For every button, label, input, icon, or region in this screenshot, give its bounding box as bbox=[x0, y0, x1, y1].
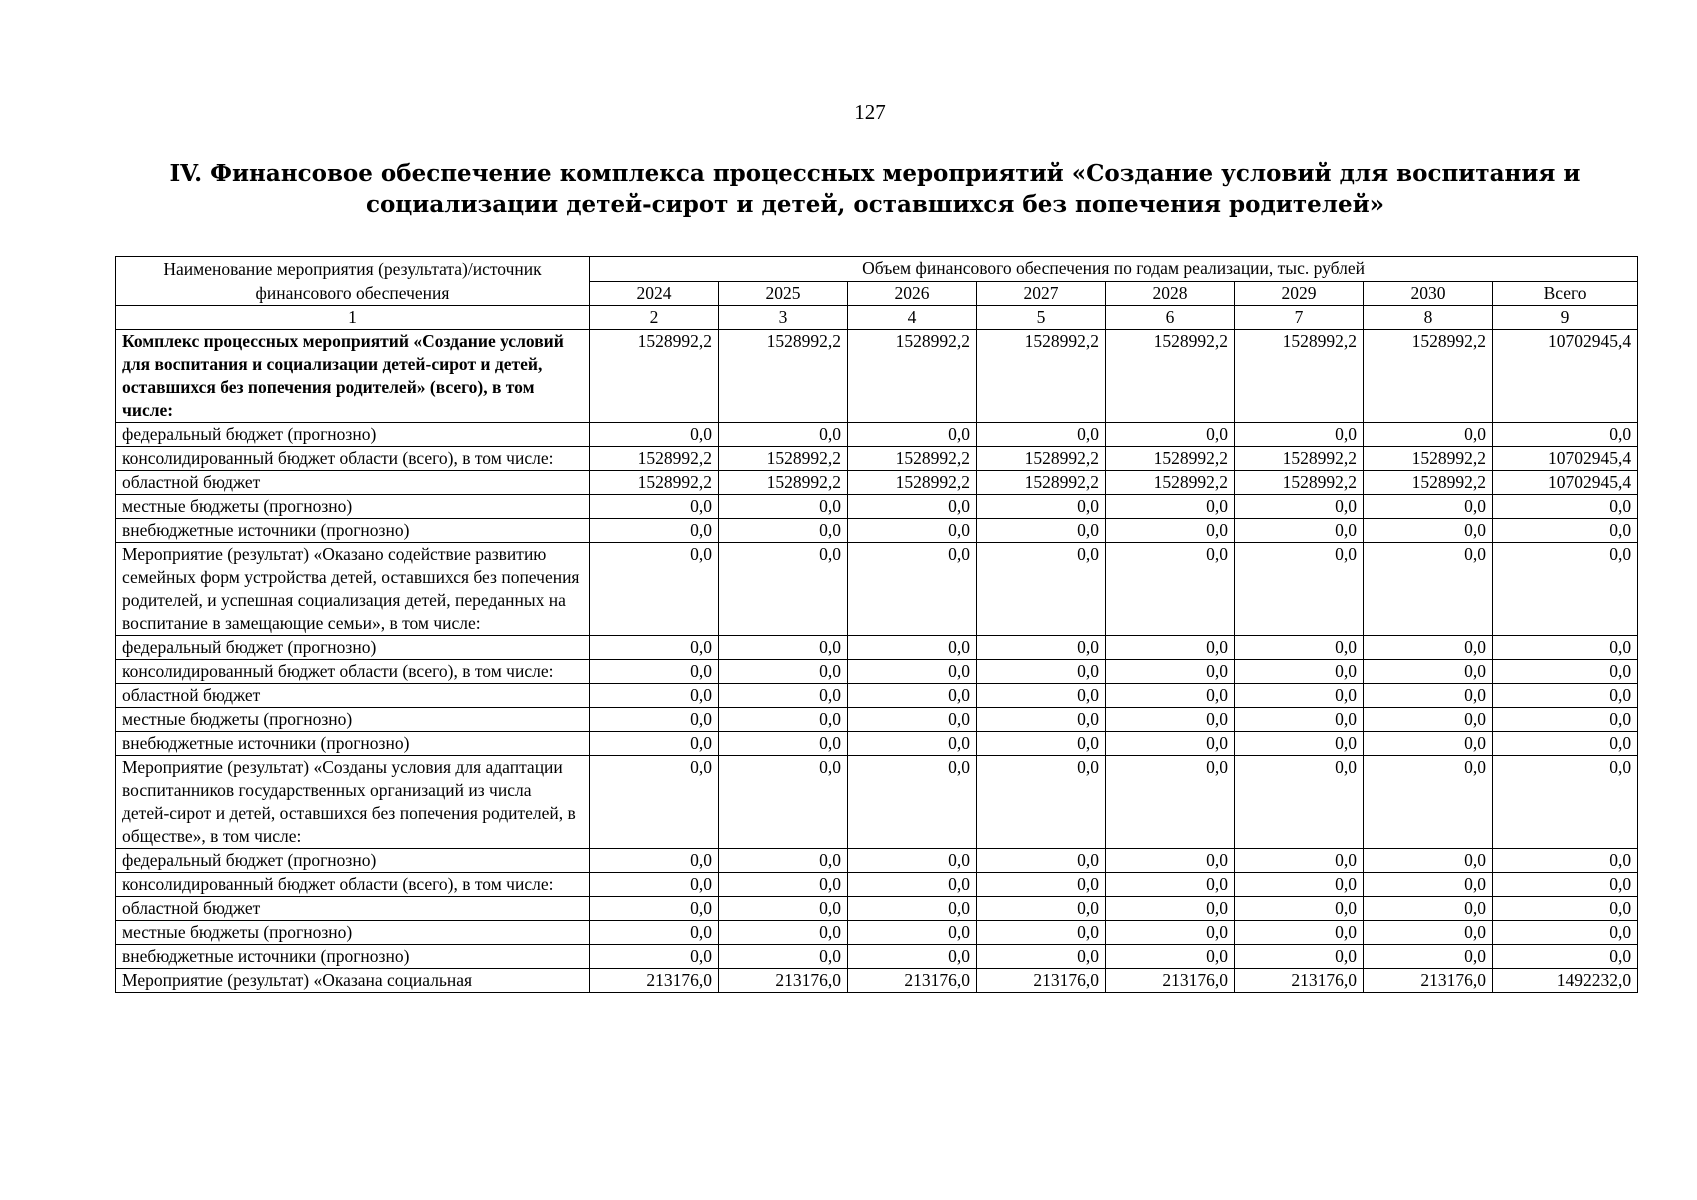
row-year-value: 0,0 bbox=[719, 684, 848, 708]
table-row bbox=[116, 684, 1638, 708]
row-year-value: 0,0 bbox=[719, 756, 848, 849]
row-year-value: 0,0 bbox=[590, 684, 719, 708]
column-number: 4 bbox=[848, 306, 977, 330]
row-year-value: 0,0 bbox=[1364, 873, 1493, 897]
row-year-value: 1528992,2 bbox=[1106, 330, 1235, 423]
header-year: 2024 bbox=[590, 281, 719, 306]
row-year-value: 0,0 bbox=[1235, 684, 1364, 708]
row-year-value: 0,0 bbox=[848, 660, 977, 684]
row-year-value: 0,0 bbox=[1235, 543, 1364, 636]
row-year-value: 0,0 bbox=[977, 756, 1106, 849]
header-year: 2027 bbox=[977, 281, 1106, 306]
row-year-value: 0,0 bbox=[848, 423, 977, 447]
row-year-value: 213176,0 bbox=[1364, 969, 1493, 993]
row-year-value: 0,0 bbox=[1106, 636, 1235, 660]
row-year-value: 0,0 bbox=[1106, 873, 1235, 897]
row-name: Мероприятие (результат) «Созданы условия для адаптации воспитанников государственных организаций из числа детей-сирот и детей, оставшихся без попечения родителей, в обществе», в том числе: bbox=[116, 756, 590, 849]
row-year-value: 0,0 bbox=[1364, 921, 1493, 945]
row-year-value: 0,0 bbox=[590, 495, 719, 519]
row-year-value: 0,0 bbox=[719, 732, 848, 756]
row-year-value: 0,0 bbox=[1235, 423, 1364, 447]
row-year-value: 0,0 bbox=[848, 921, 977, 945]
row-year-value: 0,0 bbox=[719, 921, 848, 945]
table-row bbox=[116, 543, 1638, 636]
row-year-value: 1528992,2 bbox=[719, 447, 848, 471]
row-year-value: 0,0 bbox=[977, 495, 1106, 519]
column-number: 9 bbox=[1493, 306, 1638, 330]
header-year: 2026 bbox=[848, 281, 977, 306]
row-year-value: 0,0 bbox=[1106, 543, 1235, 636]
row-total-value: 0,0 bbox=[1493, 708, 1638, 732]
row-year-value: 213176,0 bbox=[977, 969, 1106, 993]
row-total-value: 10702945,4 bbox=[1493, 447, 1638, 471]
row-year-value: 0,0 bbox=[1106, 732, 1235, 756]
row-year-value: 0,0 bbox=[719, 873, 848, 897]
row-year-value: 1528992,2 bbox=[719, 330, 848, 423]
column-numbers-row bbox=[116, 306, 1638, 330]
row-total-value: 1492232,0 bbox=[1493, 969, 1638, 993]
header-year: 2030 bbox=[1364, 281, 1493, 306]
row-year-value: 0,0 bbox=[1106, 945, 1235, 969]
document-title bbox=[115, 158, 1635, 220]
row-year-value: 0,0 bbox=[1235, 921, 1364, 945]
row-year-value: 0,0 bbox=[719, 636, 848, 660]
row-year-value: 0,0 bbox=[977, 945, 1106, 969]
row-year-value: 0,0 bbox=[590, 897, 719, 921]
table-row bbox=[116, 447, 1638, 471]
row-name: федеральный бюджет (прогнозно) bbox=[116, 423, 590, 447]
row-year-value: 0,0 bbox=[977, 636, 1106, 660]
table-row bbox=[116, 423, 1638, 447]
row-year-value: 0,0 bbox=[1364, 519, 1493, 543]
row-year-value: 0,0 bbox=[1106, 423, 1235, 447]
row-year-value: 1528992,2 bbox=[590, 447, 719, 471]
row-name: местные бюджеты (прогнозно) bbox=[116, 921, 590, 945]
row-year-value: 0,0 bbox=[848, 849, 977, 873]
row-year-value: 1528992,2 bbox=[1235, 471, 1364, 495]
row-year-value: 0,0 bbox=[1364, 708, 1493, 732]
row-year-value: 0,0 bbox=[590, 708, 719, 732]
row-year-value: 213176,0 bbox=[719, 969, 848, 993]
row-total-value: 0,0 bbox=[1493, 636, 1638, 660]
table-row bbox=[116, 921, 1638, 945]
row-name: местные бюджеты (прогнозно) bbox=[116, 495, 590, 519]
row-year-value: 0,0 bbox=[1106, 921, 1235, 945]
row-year-value: 0,0 bbox=[719, 708, 848, 732]
row-name: федеральный бюджет (прогнозно) bbox=[116, 849, 590, 873]
column-number: 2 bbox=[590, 306, 719, 330]
row-year-value: 1528992,2 bbox=[1106, 447, 1235, 471]
row-name: внебюджетные источники (прогнозно) bbox=[116, 519, 590, 543]
row-total-value: 10702945,4 bbox=[1493, 471, 1638, 495]
row-year-value: 0,0 bbox=[590, 660, 719, 684]
row-year-value: 0,0 bbox=[719, 945, 848, 969]
row-year-value: 1528992,2 bbox=[977, 330, 1106, 423]
row-total-value: 0,0 bbox=[1493, 684, 1638, 708]
column-number: 6 bbox=[1106, 306, 1235, 330]
row-name: Мероприятие (результат) «Оказана социальная bbox=[116, 969, 590, 993]
row-year-value: 1528992,2 bbox=[977, 447, 1106, 471]
table-row bbox=[116, 708, 1638, 732]
row-year-value: 0,0 bbox=[590, 921, 719, 945]
row-year-value: 0,0 bbox=[977, 543, 1106, 636]
row-year-value: 0,0 bbox=[1106, 708, 1235, 732]
row-year-value: 213176,0 bbox=[590, 969, 719, 993]
row-year-value: 0,0 bbox=[590, 423, 719, 447]
row-year-value: 0,0 bbox=[1235, 732, 1364, 756]
row-year-value: 0,0 bbox=[590, 873, 719, 897]
row-total-value: 0,0 bbox=[1493, 495, 1638, 519]
title-line-1: IV. Финансовое обеспечение комплекса процессных мероприятий «Создание условий для воспитания и bbox=[169, 160, 1581, 187]
row-year-value: 0,0 bbox=[1235, 519, 1364, 543]
row-year-value: 0,0 bbox=[1364, 636, 1493, 660]
table-row bbox=[116, 495, 1638, 519]
row-name: консолидированный бюджет области (всего), в том числе: bbox=[116, 873, 590, 897]
row-year-value: 0,0 bbox=[848, 519, 977, 543]
row-total-value: 0,0 bbox=[1493, 873, 1638, 897]
row-year-value: 0,0 bbox=[590, 519, 719, 543]
row-year-value: 0,0 bbox=[848, 897, 977, 921]
row-year-value: 0,0 bbox=[1106, 849, 1235, 873]
row-year-value: 0,0 bbox=[1106, 684, 1235, 708]
row-year-value: 0,0 bbox=[848, 543, 977, 636]
row-year-value: 0,0 bbox=[1364, 732, 1493, 756]
row-year-value: 0,0 bbox=[719, 495, 848, 519]
table-row bbox=[116, 732, 1638, 756]
table-row bbox=[116, 849, 1638, 873]
row-year-value: 0,0 bbox=[977, 732, 1106, 756]
table-row bbox=[116, 660, 1638, 684]
row-year-value: 0,0 bbox=[848, 684, 977, 708]
row-year-value: 1528992,2 bbox=[1235, 447, 1364, 471]
row-year-value: 1528992,2 bbox=[1364, 471, 1493, 495]
row-year-value: 0,0 bbox=[1106, 495, 1235, 519]
row-total-value: 0,0 bbox=[1493, 519, 1638, 543]
row-year-value: 0,0 bbox=[848, 495, 977, 519]
row-year-value: 0,0 bbox=[590, 543, 719, 636]
row-year-value: 1528992,2 bbox=[719, 471, 848, 495]
column-number: 7 bbox=[1235, 306, 1364, 330]
row-name: местные бюджеты (прогнозно) bbox=[116, 708, 590, 732]
column-number: 8 bbox=[1364, 306, 1493, 330]
header-group: Объем финансового обеспечения по годам реализации, тыс. рублей bbox=[590, 257, 1638, 282]
row-year-value: 0,0 bbox=[977, 519, 1106, 543]
row-year-value: 0,0 bbox=[1235, 495, 1364, 519]
row-year-value: 0,0 bbox=[719, 849, 848, 873]
row-year-value: 0,0 bbox=[1364, 495, 1493, 519]
row-year-value: 0,0 bbox=[1235, 945, 1364, 969]
row-year-value: 0,0 bbox=[1106, 660, 1235, 684]
row-year-value: 1528992,2 bbox=[848, 471, 977, 495]
table-row bbox=[116, 945, 1638, 969]
row-year-value: 0,0 bbox=[1235, 849, 1364, 873]
row-year-value: 0,0 bbox=[590, 756, 719, 849]
table-row bbox=[116, 756, 1638, 849]
row-total-value: 0,0 bbox=[1493, 849, 1638, 873]
row-year-value: 0,0 bbox=[1106, 897, 1235, 921]
row-year-value: 0,0 bbox=[977, 897, 1106, 921]
row-year-value: 0,0 bbox=[848, 732, 977, 756]
row-year-value: 213176,0 bbox=[1235, 969, 1364, 993]
row-year-value: 0,0 bbox=[977, 921, 1106, 945]
row-year-value: 0,0 bbox=[977, 423, 1106, 447]
row-year-value: 0,0 bbox=[719, 519, 848, 543]
row-year-value: 0,0 bbox=[1364, 543, 1493, 636]
row-total-value: 0,0 bbox=[1493, 543, 1638, 636]
table-row bbox=[116, 897, 1638, 921]
row-name: Мероприятие (результат) «Оказано содействие развитию семейных форм устройства детей, оставшихся без попечения родителей, и успешная социализация детей, переданных на воспитание в замещающие семьи», в том числе: bbox=[116, 543, 590, 636]
row-year-value: 0,0 bbox=[1235, 897, 1364, 921]
row-total-value: 0,0 bbox=[1493, 897, 1638, 921]
row-year-value: 0,0 bbox=[719, 897, 848, 921]
table-row bbox=[116, 330, 1638, 423]
row-year-value: 1528992,2 bbox=[1235, 330, 1364, 423]
table-row bbox=[116, 471, 1638, 495]
row-year-value: 0,0 bbox=[1106, 519, 1235, 543]
row-total-value: 0,0 bbox=[1493, 756, 1638, 849]
row-name: консолидированный бюджет области (всего), в том числе: bbox=[116, 447, 590, 471]
row-name: федеральный бюджет (прогнозно) bbox=[116, 636, 590, 660]
row-year-value: 0,0 bbox=[1235, 708, 1364, 732]
row-year-value: 0,0 bbox=[1235, 636, 1364, 660]
row-year-value: 0,0 bbox=[977, 849, 1106, 873]
row-year-value: 1528992,2 bbox=[590, 471, 719, 495]
title-line-2: социализации детей-сирот и детей, оставшихся без попечения родителей» bbox=[365, 191, 1385, 218]
row-year-value: 0,0 bbox=[719, 423, 848, 447]
row-year-value: 0,0 bbox=[1364, 945, 1493, 969]
row-name: областной бюджет bbox=[116, 897, 590, 921]
page-number: 127 bbox=[854, 100, 886, 124]
row-year-value: 0,0 bbox=[1364, 660, 1493, 684]
row-year-value: 1528992,2 bbox=[1106, 471, 1235, 495]
row-year-value: 0,0 bbox=[848, 873, 977, 897]
row-year-value: 0,0 bbox=[848, 708, 977, 732]
row-year-value: 213176,0 bbox=[848, 969, 977, 993]
row-year-value: 0,0 bbox=[977, 684, 1106, 708]
row-year-value: 0,0 bbox=[590, 636, 719, 660]
row-year-value: 0,0 bbox=[1364, 684, 1493, 708]
row-total-value: 10702945,4 bbox=[1493, 330, 1638, 423]
row-year-value: 0,0 bbox=[1364, 423, 1493, 447]
row-year-value: 0,0 bbox=[848, 756, 977, 849]
row-year-value: 0,0 bbox=[590, 945, 719, 969]
row-year-value: 0,0 bbox=[1235, 873, 1364, 897]
row-total-value: 0,0 bbox=[1493, 945, 1638, 969]
row-year-value: 0,0 bbox=[848, 945, 977, 969]
row-year-value: 0,0 bbox=[1106, 756, 1235, 849]
row-year-value: 1528992,2 bbox=[590, 330, 719, 423]
table-row bbox=[116, 519, 1638, 543]
row-year-value: 1528992,2 bbox=[1364, 330, 1493, 423]
table-row bbox=[116, 969, 1638, 993]
row-year-value: 0,0 bbox=[719, 543, 848, 636]
row-name: областной бюджет bbox=[116, 471, 590, 495]
row-year-value: 0,0 bbox=[719, 660, 848, 684]
table-body bbox=[116, 330, 1638, 993]
row-year-value: 1528992,2 bbox=[848, 447, 977, 471]
row-year-value: 1528992,2 bbox=[848, 330, 977, 423]
row-total-value: 0,0 bbox=[1493, 660, 1638, 684]
row-year-value: 0,0 bbox=[977, 708, 1106, 732]
header-year: 2025 bbox=[719, 281, 848, 306]
column-number: 1 bbox=[116, 306, 590, 330]
column-number: 5 bbox=[977, 306, 1106, 330]
row-year-value: 0,0 bbox=[1235, 756, 1364, 849]
row-total-value: 0,0 bbox=[1493, 921, 1638, 945]
row-year-value: 0,0 bbox=[1364, 897, 1493, 921]
row-total-value: 0,0 bbox=[1493, 732, 1638, 756]
row-year-value: 0,0 bbox=[977, 660, 1106, 684]
row-name: внебюджетные источники (прогнозно) bbox=[116, 732, 590, 756]
row-year-value: 0,0 bbox=[977, 873, 1106, 897]
header-name: Наименование мероприятия (результата)/источник финансового обеспечения bbox=[116, 257, 590, 306]
row-year-value: 0,0 bbox=[590, 849, 719, 873]
header-year: 2028 bbox=[1106, 281, 1235, 306]
row-year-value: 1528992,2 bbox=[977, 471, 1106, 495]
header-year: 2029 bbox=[1235, 281, 1364, 306]
row-total-value: 0,0 bbox=[1493, 423, 1638, 447]
row-year-value: 0,0 bbox=[1364, 756, 1493, 849]
column-number: 3 bbox=[719, 306, 848, 330]
row-name: консолидированный бюджет области (всего), в том числе: bbox=[116, 660, 590, 684]
header-total: Всего bbox=[1493, 281, 1638, 306]
row-year-value: 1528992,2 bbox=[1364, 447, 1493, 471]
row-name: областной бюджет bbox=[116, 684, 590, 708]
table-row bbox=[116, 636, 1638, 660]
row-year-value: 0,0 bbox=[1235, 660, 1364, 684]
row-name: внебюджетные источники (прогнозно) bbox=[116, 945, 590, 969]
row-year-value: 213176,0 bbox=[1106, 969, 1235, 993]
row-year-value: 0,0 bbox=[848, 636, 977, 660]
row-name: Комплекс процессных мероприятий «Создание условий для воспитания и социализации детей-сирот и детей, оставшихся без попечения родителей» (всего), в том числе: bbox=[116, 330, 590, 423]
row-year-value: 0,0 bbox=[1364, 849, 1493, 873]
row-year-value: 0,0 bbox=[590, 732, 719, 756]
table-row bbox=[116, 873, 1638, 897]
financing-table bbox=[115, 256, 1638, 993]
